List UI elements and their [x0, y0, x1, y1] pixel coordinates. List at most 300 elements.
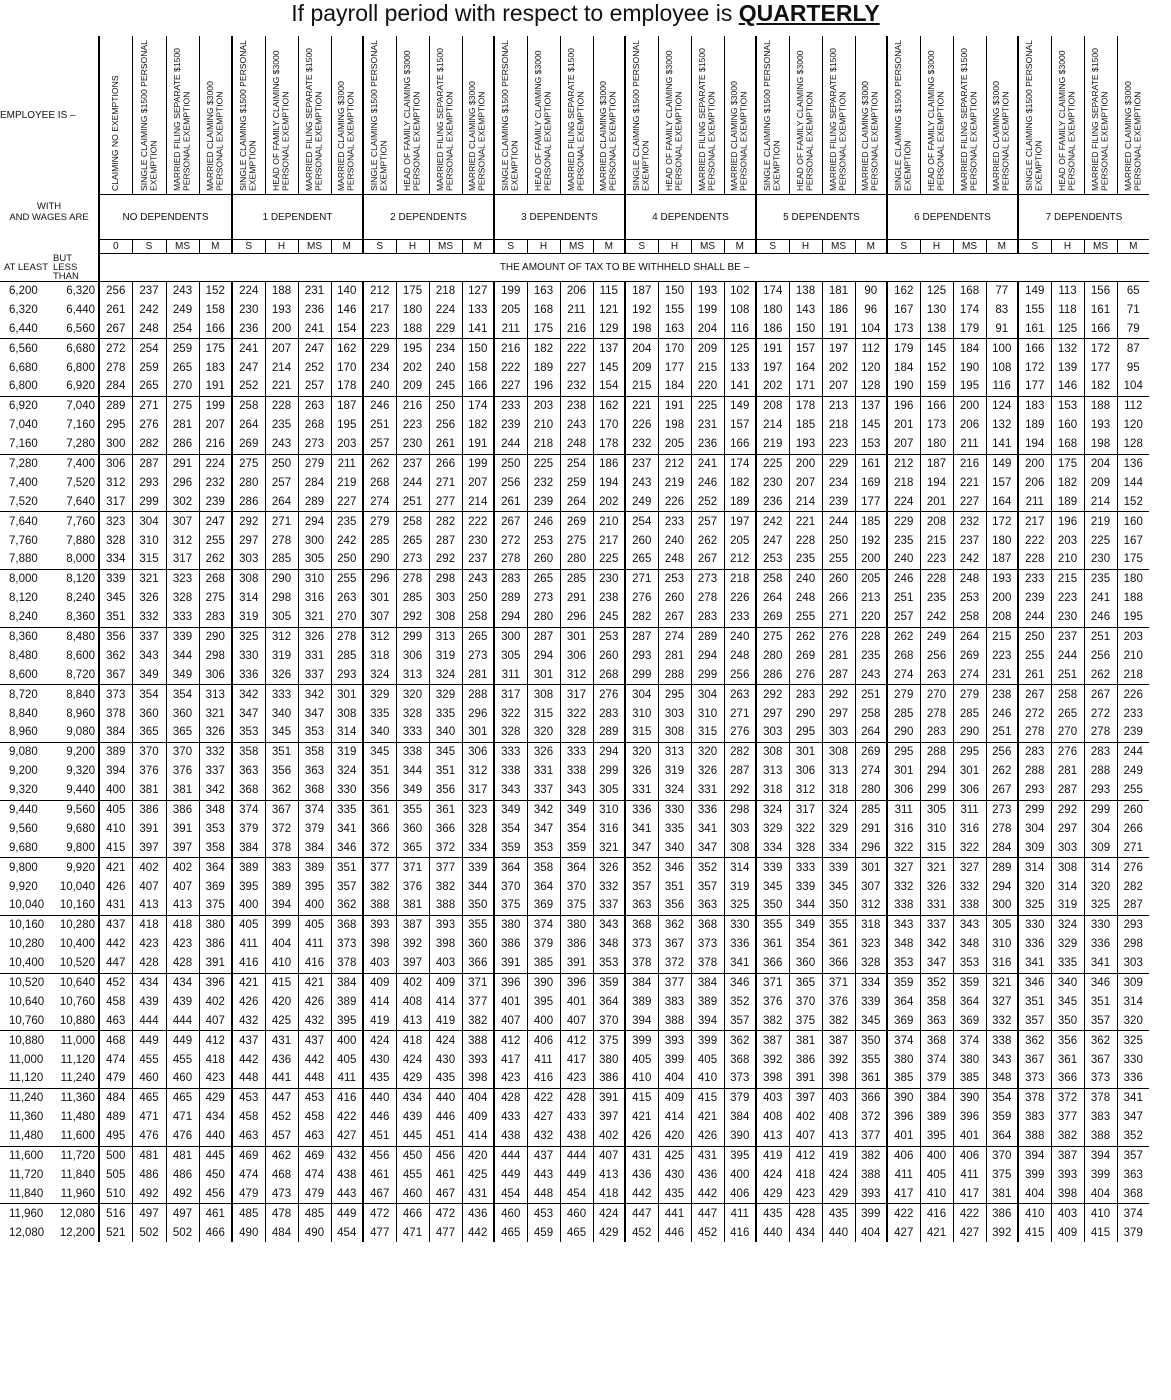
- tax-amount: 370: [593, 1011, 625, 1030]
- tax-amount: 279: [953, 685, 986, 704]
- tax-amount: 342: [298, 685, 331, 704]
- tax-amount: 196: [1051, 512, 1084, 531]
- tax-amount: 282: [625, 608, 658, 627]
- tax-amount: 336: [724, 935, 756, 954]
- tax-amount: 479: [99, 1069, 132, 1088]
- tax-amount: 401: [560, 992, 593, 1011]
- tax-amount: 356: [1051, 1031, 1084, 1050]
- tax-amount: 395: [232, 877, 265, 896]
- tax-amount: 378: [1018, 1088, 1051, 1107]
- tax-amount: 390: [527, 973, 560, 992]
- tax-amount: 404: [1018, 1184, 1051, 1203]
- tax-amount: 218: [1117, 665, 1149, 684]
- tax-amount: 363: [1117, 1165, 1149, 1184]
- tax-amount: 201: [920, 492, 953, 511]
- tax-amount: 374: [298, 800, 331, 819]
- tax-amount: 208: [986, 608, 1018, 627]
- tax-amount: 338: [953, 896, 986, 915]
- tax-amount: 258: [953, 608, 986, 627]
- tax-amount: 336: [1018, 935, 1051, 954]
- tax-amount: 172: [1018, 358, 1051, 377]
- wage-less-than: 10,160: [59, 899, 95, 912]
- tax-amount: 314: [724, 858, 756, 877]
- tax-amount: 306: [99, 454, 132, 473]
- tax-amount: 356: [265, 762, 298, 781]
- dependents-group-label: 3 DEPENDENTS: [494, 195, 625, 240]
- tax-amount: 379: [724, 1088, 756, 1107]
- tax-amount: 436: [462, 1204, 494, 1223]
- wage-less-than: 6,920: [66, 380, 95, 393]
- tax-amount: 275: [166, 396, 199, 415]
- tax-amount: 408: [756, 1108, 789, 1127]
- tax-amount: 348: [986, 1069, 1018, 1088]
- status-code: S: [625, 240, 658, 254]
- tax-amount: 393: [462, 1050, 494, 1069]
- tax-amount: 370: [494, 877, 527, 896]
- tax-amount: 293: [1018, 781, 1051, 800]
- column-header: [363, 36, 396, 195]
- tax-amount: 396: [494, 973, 527, 992]
- tax-amount: 296: [363, 569, 396, 588]
- tax-amount: 290: [789, 704, 822, 723]
- tax-amount: 312: [99, 473, 132, 492]
- status-code: S: [232, 240, 265, 254]
- tax-amount: 351: [331, 858, 363, 877]
- tax-amount: 452: [691, 1223, 724, 1242]
- tax-amount: 380: [199, 915, 232, 934]
- tax-amount: 356: [363, 781, 396, 800]
- wage-at-least: 8,240: [9, 611, 38, 624]
- tax-amount: 419: [822, 1146, 855, 1165]
- tax-amount: 108: [724, 300, 756, 319]
- tax-amount: 326: [920, 877, 953, 896]
- tax-amount: 129: [593, 319, 625, 338]
- tax-amount: 308: [756, 742, 789, 761]
- wage-at-least: 10,880: [0, 1031, 49, 1050]
- tax-amount: 206: [560, 281, 593, 300]
- tax-amount: 244: [1117, 742, 1149, 761]
- tax-amount: 273: [527, 589, 560, 608]
- tax-amount: 214: [462, 492, 494, 511]
- tax-amount: 299: [396, 627, 429, 646]
- wage-at-least: 10,640: [9, 995, 45, 1008]
- tax-amount: 192: [855, 531, 887, 550]
- tax-amount: 394: [691, 1011, 724, 1030]
- wage-less-than: 6,560: [66, 322, 95, 335]
- tax-amount: 265: [527, 569, 560, 588]
- tax-amount: 191: [756, 339, 789, 358]
- wage-less-than: 8,480: [49, 627, 99, 646]
- tax-amount: 441: [265, 1069, 298, 1088]
- table-row: [0, 589, 1149, 608]
- wage-at-least: 10,520: [0, 973, 49, 992]
- tax-amount: 326: [265, 665, 298, 684]
- tax-amount: 141: [462, 319, 494, 338]
- tax-amount: 306: [560, 646, 593, 665]
- tax-amount: 328: [789, 838, 822, 857]
- tax-amount: 438: [560, 1127, 593, 1146]
- tax-amount: 262: [986, 762, 1018, 781]
- tax-amount: 337: [527, 781, 560, 800]
- tax-amount: 411: [724, 1204, 756, 1223]
- tax-amount: 275: [756, 627, 789, 646]
- tax-amount: 415: [1018, 1223, 1051, 1242]
- tax-amount: 309: [1117, 973, 1149, 992]
- column-header: [953, 36, 986, 195]
- tax-amount: 375: [593, 1031, 625, 1050]
- tax-amount: 329: [363, 685, 396, 704]
- tax-amount: 275: [560, 531, 593, 550]
- tax-amount: 262: [789, 627, 822, 646]
- tax-amount: 450: [199, 1165, 232, 1184]
- tax-amount: 77: [986, 281, 1018, 300]
- tax-amount: 372: [1051, 1088, 1084, 1107]
- tax-amount: 389: [232, 858, 265, 877]
- tax-amount: 211: [1018, 492, 1051, 511]
- table-row: [0, 1165, 1149, 1184]
- tax-amount: 241: [691, 454, 724, 473]
- tax-amount: 156: [1084, 281, 1117, 300]
- tax-amount: 230: [462, 531, 494, 550]
- tax-amount: 141: [986, 435, 1018, 454]
- tax-amount: 360: [396, 819, 429, 838]
- tax-amount: 442: [691, 1184, 724, 1203]
- wage-less-than: 11,600: [60, 1130, 95, 1143]
- column-header-text: SINGLE CLAIMING $1500 PERSONAL EXEMPTION: [893, 40, 913, 191]
- tax-amount: 384: [232, 838, 265, 857]
- tax-amount: 335: [331, 800, 363, 819]
- tax-amount: 115: [593, 281, 625, 300]
- tax-amount: 116: [724, 319, 756, 338]
- tax-amount: 389: [99, 742, 132, 761]
- tax-amount: 287: [822, 665, 855, 684]
- table-row: [0, 1108, 1149, 1127]
- wage-at-least: 7,160: [9, 438, 38, 451]
- tax-amount: 174: [756, 281, 789, 300]
- tax-amount: 205: [855, 569, 887, 588]
- tax-amount: 486: [132, 1165, 166, 1184]
- tax-amount: 393: [855, 1184, 887, 1203]
- tax-amount: 303: [1117, 954, 1149, 973]
- tax-amount: 373: [691, 935, 724, 954]
- tax-amount: 451: [363, 1127, 396, 1146]
- tax-amount: 243: [265, 435, 298, 454]
- with-and-wages-label: WITH AND WAGES ARE: [9, 200, 89, 223]
- tax-amount: 382: [855, 1146, 887, 1165]
- tax-amount: 347: [625, 838, 658, 857]
- tax-amount: 189: [724, 492, 756, 511]
- tax-amount: 421: [232, 973, 265, 992]
- dependents-group-label: 1 DEPENDENT: [232, 195, 363, 240]
- wage-less-than: 9,800: [66, 841, 95, 854]
- tax-amount: 167: [1117, 531, 1149, 550]
- tax-amount: 359: [494, 838, 527, 857]
- tax-amount: 424: [363, 1031, 396, 1050]
- tax-amount: 285: [953, 704, 986, 723]
- tax-amount: 270: [1051, 723, 1084, 742]
- tax-amount: 377: [658, 973, 691, 992]
- tax-amount: 362: [99, 646, 132, 665]
- table-row: [0, 492, 1149, 511]
- tax-amount: 218: [724, 569, 756, 588]
- table-row: [0, 396, 1149, 415]
- table-row: [0, 416, 1149, 435]
- tax-amount: 253: [593, 627, 625, 646]
- tax-amount: 304: [1084, 819, 1117, 838]
- tax-amount: 379: [527, 935, 560, 954]
- tax-amount: 398: [429, 935, 462, 954]
- tax-amount: 331: [625, 781, 658, 800]
- tax-amount: 264: [232, 416, 265, 435]
- tax-amount: 442: [99, 935, 132, 954]
- tax-amount: 381: [986, 1184, 1018, 1203]
- status-code: S: [887, 240, 920, 254]
- tax-amount: 319: [265, 646, 298, 665]
- tax-amount: 222: [462, 512, 494, 531]
- tax-amount: 395: [527, 992, 560, 1011]
- tax-amount: 382: [756, 1011, 789, 1030]
- tax-amount: 278: [920, 704, 953, 723]
- tax-amount: 407: [593, 1146, 625, 1165]
- status-code: M: [855, 240, 887, 254]
- table-row: [0, 1050, 1149, 1069]
- tax-amount: 325: [1084, 896, 1117, 915]
- wages-label: [0, 195, 99, 254]
- tax-amount: 303: [724, 819, 756, 838]
- tax-amount: 420: [265, 992, 298, 1011]
- tax-amount: 313: [822, 762, 855, 781]
- tax-amount: 265: [462, 627, 494, 646]
- tax-amount: 246: [691, 473, 724, 492]
- wage-less-than: 10,040: [59, 880, 95, 893]
- tax-amount: 152: [920, 358, 953, 377]
- tax-amount: 412: [789, 1146, 822, 1165]
- tax-amount: 340: [658, 838, 691, 857]
- tax-amount: 414: [429, 992, 462, 1011]
- wage-less-than: 9,440: [66, 784, 95, 797]
- tax-amount: 368: [232, 781, 265, 800]
- tax-amount: 356: [429, 781, 462, 800]
- tax-amount: 324: [756, 800, 789, 819]
- tax-amount: 345: [265, 723, 298, 742]
- tax-amount: 322: [560, 704, 593, 723]
- tax-amount: 403: [363, 954, 396, 973]
- tax-amount: 445: [199, 1146, 232, 1165]
- tax-amount: 368: [920, 1031, 953, 1050]
- tax-amount: 276: [789, 665, 822, 684]
- tax-amount: 321: [298, 608, 331, 627]
- tax-amount: 136: [1117, 454, 1149, 473]
- wage-less-than: 7,640: [66, 495, 95, 508]
- tax-amount: 402: [166, 858, 199, 877]
- wage-less-than: 9,080: [66, 726, 95, 739]
- tax-amount: 349: [132, 665, 166, 684]
- status-code: M: [593, 240, 625, 254]
- tax-amount: 341: [724, 954, 756, 973]
- tax-amount: 366: [462, 954, 494, 973]
- tax-amount: 258: [855, 704, 887, 723]
- wage-at-least: 8,720: [0, 685, 49, 704]
- tax-amount: 474: [232, 1165, 265, 1184]
- tax-amount: 249: [920, 627, 953, 646]
- tax-amount: 371: [396, 858, 429, 877]
- tax-amount: 406: [953, 1146, 986, 1165]
- tax-amount: 310: [691, 704, 724, 723]
- tax-amount: 194: [920, 473, 953, 492]
- tax-amount: 293: [625, 646, 658, 665]
- tax-amount: 330: [724, 915, 756, 934]
- tax-amount: 218: [527, 435, 560, 454]
- tax-amount: 441: [658, 1204, 691, 1223]
- tax-amount: 149: [724, 396, 756, 415]
- tax-amount: 391: [560, 954, 593, 973]
- tax-amount: 421: [920, 1223, 953, 1242]
- tax-amount: 335: [363, 704, 396, 723]
- tax-amount: 492: [132, 1184, 166, 1203]
- tax-amount: 166: [462, 377, 494, 396]
- tax-amount: 331: [920, 896, 953, 915]
- tax-amount: 308: [429, 608, 462, 627]
- tax-amount: 397: [132, 838, 166, 857]
- tax-amount: 133: [724, 358, 756, 377]
- tax-amount: 352: [1117, 1127, 1149, 1146]
- tax-amount: 225: [527, 454, 560, 473]
- tax-amount: 301: [953, 762, 986, 781]
- tax-amount: 394: [1018, 1146, 1051, 1165]
- tax-amount: 392: [822, 1050, 855, 1069]
- tax-amount: 247: [232, 358, 265, 377]
- withholding-table: [0, 36, 1149, 1242]
- tax-amount: 405: [691, 1050, 724, 1069]
- tax-amount: 215: [691, 358, 724, 377]
- tax-amount: 370: [166, 742, 199, 761]
- tax-amount: 343: [986, 1050, 1018, 1069]
- tax-amount: 339: [462, 858, 494, 877]
- tax-amount: 247: [756, 531, 789, 550]
- tax-amount: 285: [331, 646, 363, 665]
- tax-amount: 459: [527, 1223, 560, 1242]
- table-row: [0, 800, 1149, 819]
- tax-amount: 323: [166, 569, 199, 588]
- tax-amount: 368: [331, 915, 363, 934]
- tax-amount: 357: [1084, 1011, 1117, 1030]
- tax-amount: 434: [199, 1108, 232, 1127]
- tax-amount: 268: [887, 646, 920, 665]
- tax-amount: 449: [331, 1204, 363, 1223]
- tax-amount: 171: [789, 377, 822, 396]
- tax-amount: 278: [265, 531, 298, 550]
- tax-amount: 377: [1051, 1108, 1084, 1127]
- tax-amount: 214: [265, 358, 298, 377]
- table-row: [0, 762, 1149, 781]
- tax-amount: 271: [1117, 838, 1149, 857]
- tax-amount: 273: [298, 435, 331, 454]
- tax-amount: 370: [986, 1146, 1018, 1165]
- tax-amount: 413: [822, 1127, 855, 1146]
- tax-amount: 251: [887, 589, 920, 608]
- tax-amount: 398: [1051, 1184, 1084, 1203]
- tax-amount: 492: [166, 1184, 199, 1203]
- tax-amount: 361: [1051, 1050, 1084, 1069]
- tax-amount: 274: [855, 762, 887, 781]
- table-row: [0, 1184, 1149, 1203]
- tax-amount: 330: [1117, 1050, 1149, 1069]
- wage-less-than: 9,680: [66, 822, 95, 835]
- tax-amount: 212: [724, 550, 756, 569]
- column-header-text: SINGLE CLAIMING $1500 PERSONAL EXEMPTION: [138, 40, 158, 191]
- tax-amount: 337: [132, 627, 166, 646]
- tax-amount: 360: [132, 704, 166, 723]
- tax-amount: 266: [429, 454, 462, 473]
- wage-less-than: 6,800: [66, 361, 95, 374]
- table-row: [0, 646, 1149, 665]
- tax-amount: 468: [265, 1165, 298, 1184]
- tax-amount: 382: [462, 1011, 494, 1030]
- tax-amount: 365: [789, 973, 822, 992]
- wage-less-than: 10,640: [49, 973, 99, 992]
- tax-amount: 434: [789, 1223, 822, 1242]
- tax-amount: 216: [199, 435, 232, 454]
- tax-amount: 387: [396, 915, 429, 934]
- tax-amount: 426: [99, 877, 132, 896]
- tax-amount: 401: [494, 992, 527, 1011]
- tax-amount: 95: [1117, 358, 1149, 377]
- tax-amount: 325: [724, 896, 756, 915]
- tax-amount: 222: [1018, 531, 1051, 550]
- tax-amount: 315: [920, 838, 953, 857]
- tax-amount: 416: [920, 1204, 953, 1223]
- column-header-text: SINGLE CLAIMING $1500 PERSONAL EXEMPTION: [762, 40, 782, 191]
- tax-amount: 429: [396, 1069, 429, 1088]
- tax-amount: 427: [527, 1108, 560, 1127]
- tax-amount: 444: [132, 1011, 166, 1030]
- tax-amount: 250: [462, 589, 494, 608]
- tax-amount: 391: [199, 954, 232, 973]
- tax-amount: 274: [953, 665, 986, 684]
- tax-amount: 317: [494, 685, 527, 704]
- tax-amount: 294: [691, 646, 724, 665]
- tax-amount: 448: [298, 1069, 331, 1088]
- tax-amount: 416: [298, 954, 331, 973]
- tax-amount: 290: [265, 569, 298, 588]
- tax-amount: 258: [1051, 685, 1084, 704]
- tax-amount: 229: [363, 339, 396, 358]
- tax-amount: 335: [658, 819, 691, 838]
- tax-amount: 242: [920, 608, 953, 627]
- tax-amount: 286: [756, 665, 789, 684]
- tax-amount: 360: [462, 935, 494, 954]
- tax-amount: 344: [396, 762, 429, 781]
- tax-amount: 281: [1051, 762, 1084, 781]
- tax-amount: 189: [1018, 416, 1051, 435]
- tax-amount: 394: [625, 1011, 658, 1030]
- tax-amount: 310: [625, 704, 658, 723]
- tax-amount: 276: [724, 723, 756, 742]
- tax-amount: 361: [429, 800, 462, 819]
- wage-at-least: 6,440: [9, 322, 38, 335]
- tax-amount: 154: [331, 319, 363, 338]
- tax-amount: 274: [887, 665, 920, 684]
- wage-less-than: 11,480: [60, 1111, 95, 1124]
- tax-amount: 490: [298, 1223, 331, 1242]
- tax-amount: 290: [953, 723, 986, 742]
- tax-amount: 102: [724, 281, 756, 300]
- tax-amount: 269: [953, 646, 986, 665]
- tax-amount: 164: [789, 358, 822, 377]
- tax-amount: 348: [953, 935, 986, 954]
- tax-amount: 371: [822, 973, 855, 992]
- tax-amount: 320: [396, 685, 429, 704]
